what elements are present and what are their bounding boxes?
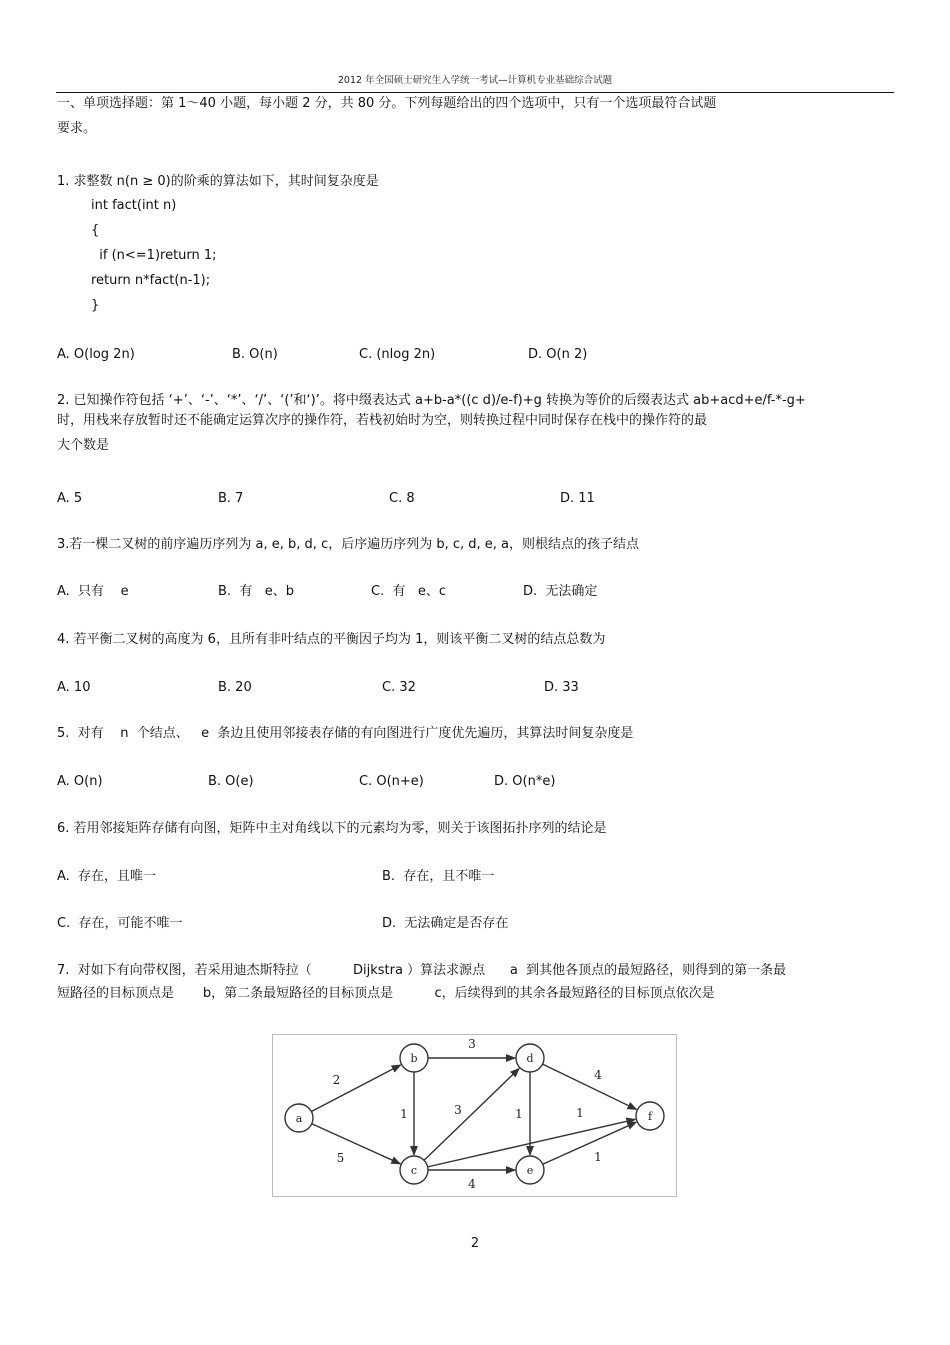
q3-option-b: B. 有 e、b xyxy=(218,584,294,599)
page-number: 2 xyxy=(470,1236,480,1251)
edge-weight-label: 4 xyxy=(594,1068,602,1082)
graph-node-label: b xyxy=(410,1052,418,1065)
q2-option-a: A. 5 xyxy=(57,491,83,506)
graph-node-label: d xyxy=(526,1052,534,1065)
edge-weight-label: 1 xyxy=(594,1150,602,1164)
graph-node-label: a xyxy=(295,1112,303,1125)
section-intro-line1: 一、单项选择题：第 1～40 小题，每小题 2 分，共 80 分。下列每题给出的四个选项中，只有一个选项最符合试题 xyxy=(57,96,717,111)
q4-option-b: B. 20 xyxy=(218,680,252,695)
q3-option-d: D. 无法确定 xyxy=(523,584,598,599)
edge-weight-label: 1 xyxy=(576,1106,584,1120)
edge-weight-label: 1 xyxy=(400,1107,408,1121)
q7-stem-line1: 7. 对如下有向带权图，若采用迪杰斯特拉（ Dijkstra ）算法求源点 a 到其他各顶点的最短路径，则得到的第一条最 xyxy=(57,963,787,978)
q2-stem-line2: 时，用栈来存放暂时还不能确定运算次序的操作符，若栈初始时为空，则转换过程中同时保存在栈中的操作符的最 xyxy=(57,413,708,428)
directed-weighted-graph xyxy=(272,1034,678,1198)
q1-option-d: D. O(n 2) xyxy=(528,347,588,362)
graph-frame xyxy=(273,1035,677,1197)
q6-option-c: C. 存在，可能不唯一 xyxy=(57,916,183,931)
graph-node-label: f xyxy=(647,1110,653,1123)
edge-weight-label: 2 xyxy=(332,1073,341,1087)
edge-weight-label: 5 xyxy=(336,1151,345,1165)
header-rule xyxy=(56,92,894,93)
page-header: 2012 年全国硕士研究生入学统一考试—计算机专业基础综合试题 xyxy=(337,75,613,86)
q5-option-a: A. O(n) xyxy=(57,774,103,789)
q6-option-a: A. 存在，且唯一 xyxy=(57,869,157,884)
q4-option-d: D. 33 xyxy=(544,680,579,695)
q5-option-d: D. O(n*e) xyxy=(494,774,556,789)
q3-option-c: C. 有 e、c xyxy=(371,584,447,599)
q2-stem-line3: 大个数是 xyxy=(57,438,110,453)
q6-option-d: D. 无法确定是否存在 xyxy=(382,916,509,931)
q2-option-c: C. 8 xyxy=(389,491,415,506)
section-intro-line2: 要求。 xyxy=(57,121,97,136)
q1-stem: 1. 求整数 n(n ≥ 0)的阶乘的算法如下，其时间复杂度是 xyxy=(57,174,379,189)
graph-node-label: e xyxy=(526,1164,534,1177)
q4-option-a: A. 10 xyxy=(57,680,91,695)
q4-option-c: C. 32 xyxy=(382,680,416,695)
q1-option-a: A. O(log 2n) xyxy=(57,347,135,362)
q5-option-c: C. O(n+e) xyxy=(359,774,424,789)
q5-option-b: B. O(e) xyxy=(208,774,254,789)
q6-stem: 6. 若用邻接矩阵存储有向图，矩阵中主对角线以下的元素均为零，则关于该图拓扑序列的结论是 xyxy=(57,821,607,836)
q6-option-b: B. 存在，且不唯一 xyxy=(382,869,495,884)
q5-stem: 5. 对有 n 个结点、 e 条边且使用邻接表存储的有向图进行广度优先遍历，其算法时间复杂度是 xyxy=(57,726,634,741)
q7-stem-line2: 短路径的目标顶点是 b，第二条最短路径的目标顶点是 c，后续得到的其余各最短路径的目标顶点依次是 xyxy=(57,986,715,1001)
q1-code-line: } xyxy=(91,298,100,313)
graph-node-label: c xyxy=(410,1164,418,1177)
q1-option-b: B. O(n) xyxy=(232,347,278,362)
q1-code-line: { xyxy=(91,223,100,238)
edge-weight-label: 1 xyxy=(515,1107,523,1121)
q1-code-line: return n*fact(n-1); xyxy=(91,273,211,288)
q1-code-line: if (n<=1)return 1; xyxy=(91,248,217,263)
edge-weight-label: 4 xyxy=(468,1177,476,1191)
edge-weight-label: 3 xyxy=(454,1103,462,1117)
q2-option-b: B. 7 xyxy=(218,491,244,506)
q4-stem: 4. 若平衡二叉树的高度为 6，且所有非叶结点的平衡因子均为 1，则该平衡二叉树的结点总数为 xyxy=(57,632,606,647)
edge-weight-label: 3 xyxy=(468,1037,476,1051)
q1-option-c: C. (nlog 2n) xyxy=(359,347,436,362)
q1-code-line: int fact(int n) xyxy=(91,198,177,213)
q3-option-a: A. 只有 e xyxy=(57,584,129,599)
q3-stem: 3.若一棵二叉树的前序遍历序列为 a, e, b, d, c，后序遍历序列为 b, c, d, e, a，则根结点的孩子结点 xyxy=(57,537,640,552)
q2-option-d: D. 11 xyxy=(560,491,595,506)
q2-stem-line1: 2. 已知操作符包括 ‘+’、‘-’、‘*’、‘/’、‘(’和‘)’。将中缀表达式 a+b-a*((c d)/e-f)+g 转换为等价的后缀表达式 ab+acd+e/f-*-g+ xyxy=(57,393,806,408)
